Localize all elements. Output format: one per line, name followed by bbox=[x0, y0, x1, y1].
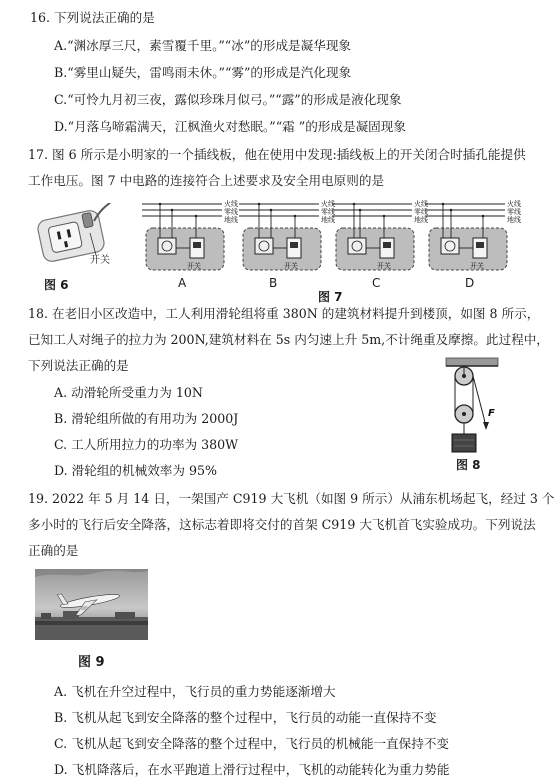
svg-text:地线: 地线 bbox=[321, 216, 335, 224]
q18-option-a: A. 动滑轮所受重力为 10N bbox=[54, 385, 203, 400]
svg-text:地线: 地线 bbox=[414, 216, 428, 224]
q18-stem-line2: 已知工人对绳子的拉力为 200N,建筑材料在 5s 内匀速上升 5m,不计绳重及摩擦。此过程中， bbox=[28, 332, 549, 347]
q19-stem-line1: 19. 2022 年 5 月 14 日，一架国产 C919 大飞机（如图 9 所示）从浦东机场起飞，经过 3 个 bbox=[28, 491, 554, 506]
q18-option-c: C. 工人所用拉力的功率为 380W bbox=[54, 437, 239, 452]
q19-option-b: B. 飞机从起飞到安全降落的整个过程中，飞行员的动能一直保持不变 bbox=[54, 710, 437, 725]
fig9-airplane-photo bbox=[35, 569, 148, 640]
q17-stem-line2: 工作电压。图 7 中电路的连接符合上述要求及安全用电原则的是 bbox=[28, 173, 385, 188]
fig7-panel-a-label: A bbox=[178, 276, 187, 290]
svg-text:火线: 火线 bbox=[507, 200, 521, 208]
svg-text:火线: 火线 bbox=[321, 200, 335, 208]
svg-text:零线: 零线 bbox=[414, 208, 428, 216]
fig7-label: 图 7 bbox=[318, 290, 343, 304]
svg-text:火线: 火线 bbox=[414, 200, 428, 208]
q19-option-c: C. 飞机从起飞到安全降落的整个过程中，飞行员的机械能一直保持不变 bbox=[54, 736, 450, 751]
q18-stem-line1: 18. 在老旧小区改造中，工人利用滑轮组将重 380N 的建筑材料提升到楼顶，如图 8 所示， bbox=[28, 306, 540, 321]
fig8-label: 图 8 bbox=[456, 458, 481, 472]
svg-text:开关: 开关 bbox=[284, 262, 298, 270]
q16-option-c: C.“可怜九月初三夜，露似珍珠月似弓。”“露”的形成是液化现象 bbox=[54, 92, 402, 107]
q16-stem: 16. 下列说法正确的是 bbox=[30, 10, 155, 25]
fig7-panel-c-label: C bbox=[372, 276, 381, 290]
q18-option-b: B. 滑轮组所做的有用功为 2000J bbox=[54, 411, 239, 426]
fig7-circuits bbox=[138, 198, 524, 274]
fig8-force-label: F bbox=[488, 408, 495, 419]
fig9-label: 图 9 bbox=[78, 655, 105, 670]
fig7-panel-c bbox=[332, 199, 428, 270]
svg-text:零线: 零线 bbox=[507, 208, 521, 216]
q19-stem-line3: 正确的是 bbox=[28, 543, 79, 558]
svg-text:开关: 开关 bbox=[377, 262, 391, 270]
q18-option-d: D. 滑轮组的机械效率为 95% bbox=[54, 463, 217, 478]
fig7-panel-b-label: B bbox=[269, 276, 278, 290]
q19-stem-line2: 多小时的飞行后安全降落，这标志着即将交付的首架 C919 大飞机首飞实验成功。下列说法 bbox=[28, 517, 536, 532]
fig7-panel-b bbox=[239, 199, 335, 270]
svg-text:地线: 地线 bbox=[224, 216, 238, 224]
fig6-switch-label: 开关 bbox=[90, 255, 110, 266]
svg-text:零线: 零线 bbox=[224, 208, 238, 216]
svg-text:开关: 开关 bbox=[470, 262, 484, 270]
fig7-panel-a bbox=[142, 199, 238, 270]
q18-stem-line3: 下列说法正确的是 bbox=[28, 358, 129, 373]
q16-option-a: A.“渊冰厚三尺，素雪覆千里。”“冰”的形成是凝华现象 bbox=[54, 38, 352, 53]
q16-option-b: B.“雾里山疑失，雷鸣雨未休。”“雾”的形成是汽化现象 bbox=[54, 65, 352, 80]
q17-stem-line1: 17. 图 6 所示是小明家的一个插线板，他在使用中发现:插线板上的开关闭合时插孔能提供 bbox=[28, 147, 526, 162]
q16-option-d: D.“月落乌啼霜满天，江枫渔火对愁眠。”“霜 ”的形成是凝固现象 bbox=[54, 119, 406, 134]
fig7-panel-d-label: D bbox=[465, 276, 475, 290]
svg-text:零线: 零线 bbox=[321, 208, 335, 216]
q19-option-a: A. 飞机在升空过程中，飞行员的重力势能逐渐增大 bbox=[54, 684, 336, 699]
svg-text:开关: 开关 bbox=[187, 262, 201, 270]
fig6-label: 图 6 bbox=[44, 278, 69, 292]
fig8-pulley bbox=[440, 356, 506, 468]
svg-text:地线: 地线 bbox=[507, 216, 521, 224]
fig7-panel-d bbox=[425, 199, 521, 270]
svg-text:火线: 火线 bbox=[224, 200, 238, 208]
q19-option-d: D. 飞机降落后，在水平跑道上滑行过程中，飞机的动能转化为重力势能 bbox=[54, 762, 450, 777]
